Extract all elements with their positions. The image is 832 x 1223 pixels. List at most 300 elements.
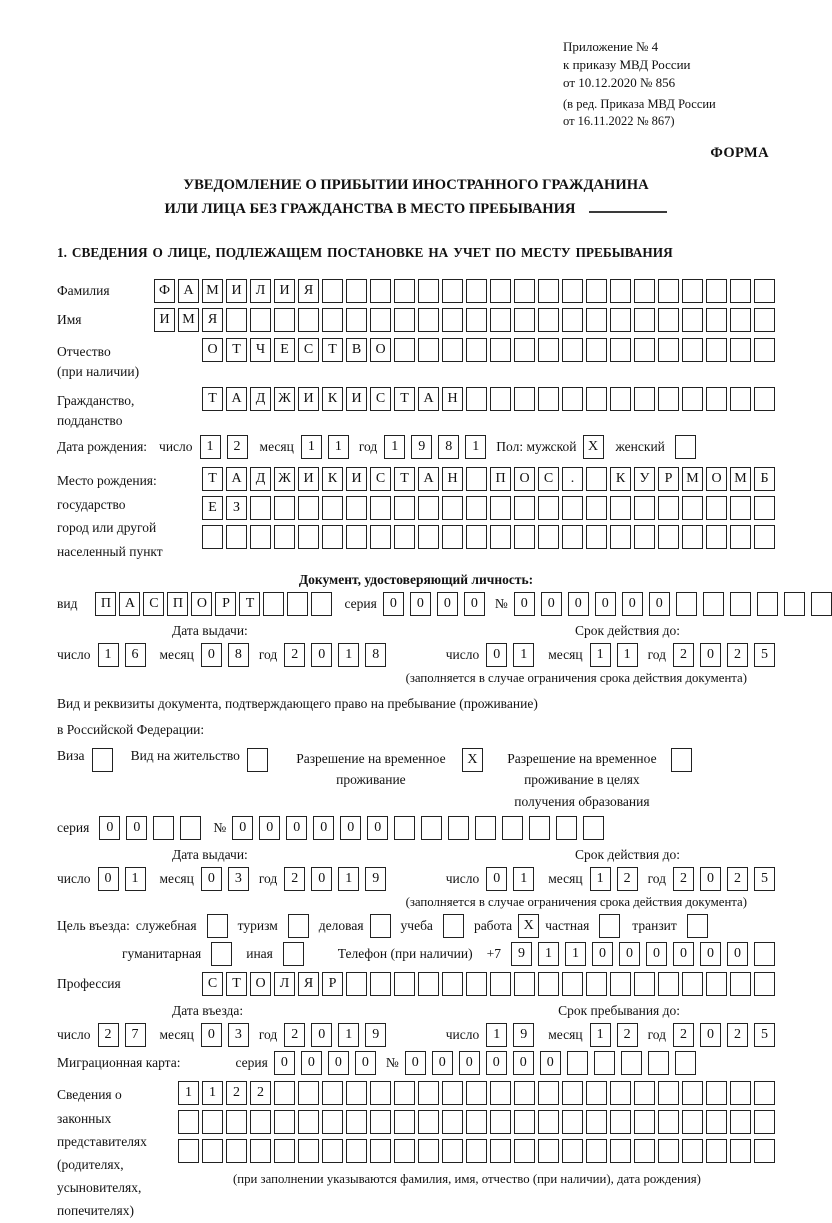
form-cell[interactable]: О (250, 972, 271, 996)
form-cell[interactable] (610, 387, 631, 411)
form-cell[interactable] (202, 525, 223, 549)
form-cell[interactable] (586, 338, 607, 362)
form-cell[interactable] (421, 816, 442, 840)
form-cell[interactable]: 9 (511, 942, 532, 966)
form-cell[interactable] (538, 972, 559, 996)
form-cell[interactable] (610, 279, 631, 303)
form-cell[interactable]: О (370, 338, 391, 362)
form-cell[interactable]: Т (202, 467, 223, 491)
form-cell[interactable] (730, 387, 751, 411)
form-cell[interactable] (283, 942, 304, 966)
form-cell[interactable]: 0 (126, 816, 147, 840)
form-cell[interactable] (610, 308, 631, 332)
form-cell[interactable] (610, 1139, 631, 1163)
form-cell[interactable] (287, 592, 308, 616)
form-cell[interactable] (370, 496, 391, 520)
form-cell[interactable] (514, 525, 535, 549)
form-cell[interactable] (562, 1110, 583, 1134)
form-cell[interactable] (370, 1139, 391, 1163)
form-cell[interactable]: 1 (617, 643, 638, 667)
form-cell[interactable] (730, 972, 751, 996)
form-cell[interactable]: 1 (590, 643, 611, 667)
form-cell[interactable] (370, 1081, 391, 1105)
form-cell[interactable] (442, 1081, 463, 1105)
form-cell[interactable]: М (730, 467, 751, 491)
form-cell[interactable] (658, 1110, 679, 1134)
form-cell[interactable]: 1 (338, 1023, 359, 1047)
form-cell[interactable] (298, 496, 319, 520)
form-cell[interactable]: 0 (568, 592, 589, 616)
form-cell[interactable] (706, 1081, 727, 1105)
form-cell[interactable]: 2 (284, 867, 305, 891)
form-cell[interactable]: Т (226, 338, 247, 362)
form-cell[interactable] (418, 279, 439, 303)
form-cell[interactable] (754, 496, 775, 520)
form-cell[interactable] (682, 496, 703, 520)
form-cell[interactable] (538, 308, 559, 332)
form-cell[interactable]: Я (202, 308, 223, 332)
form-cell[interactable] (586, 525, 607, 549)
form-cell[interactable]: Р (658, 467, 679, 491)
form-cell[interactable] (648, 1051, 669, 1075)
form-cell[interactable] (394, 1139, 415, 1163)
form-cell[interactable] (466, 972, 487, 996)
form-cell[interactable]: 2 (673, 867, 694, 891)
form-cell[interactable] (634, 279, 655, 303)
form-cell[interactable]: 0 (700, 643, 721, 667)
form-cell[interactable] (514, 496, 535, 520)
form-cell[interactable]: Л (274, 972, 295, 996)
form-cell[interactable] (418, 496, 439, 520)
form-cell[interactable]: Т (202, 387, 223, 411)
form-cell[interactable]: 0 (727, 942, 748, 966)
form-cell[interactable] (346, 525, 367, 549)
form-cell[interactable] (757, 592, 778, 616)
form-cell[interactable]: 0 (513, 1051, 534, 1075)
form-cell[interactable] (658, 1139, 679, 1163)
form-cell[interactable] (322, 496, 343, 520)
form-cell[interactable] (490, 1139, 511, 1163)
form-cell[interactable] (730, 592, 751, 616)
form-cell[interactable] (658, 496, 679, 520)
form-cell[interactable] (207, 914, 228, 938)
form-cell[interactable]: Д (250, 387, 271, 411)
form-cell[interactable] (466, 496, 487, 520)
form-cell[interactable] (754, 525, 775, 549)
form-cell[interactable] (706, 279, 727, 303)
form-cell[interactable]: И (154, 308, 175, 332)
form-cell[interactable] (706, 525, 727, 549)
form-cell[interactable]: 9 (513, 1023, 534, 1047)
form-cell[interactable] (538, 1081, 559, 1105)
form-cell[interactable] (682, 1110, 703, 1134)
form-cell[interactable] (226, 1110, 247, 1134)
form-cell[interactable] (730, 338, 751, 362)
form-cell[interactable]: 1 (338, 643, 359, 667)
form-cell[interactable] (250, 525, 271, 549)
form-cell[interactable] (706, 338, 727, 362)
form-cell[interactable] (394, 525, 415, 549)
form-cell[interactable] (274, 1081, 295, 1105)
form-cell[interactable] (514, 279, 535, 303)
form-cell[interactable]: Д (250, 467, 271, 491)
form-cell[interactable] (514, 387, 535, 411)
form-cell[interactable]: 0 (486, 643, 507, 667)
form-cell[interactable] (490, 308, 511, 332)
form-cell[interactable]: 0 (486, 867, 507, 891)
form-cell[interactable]: 0 (514, 592, 535, 616)
form-cell[interactable] (562, 338, 583, 362)
form-cell[interactable] (658, 308, 679, 332)
form-cell[interactable] (178, 1110, 199, 1134)
form-cell[interactable] (394, 308, 415, 332)
form-cell[interactable] (634, 1110, 655, 1134)
form-cell[interactable]: 0 (405, 1051, 426, 1075)
form-cell[interactable] (754, 1139, 775, 1163)
form-cell[interactable]: А (418, 467, 439, 491)
form-cell[interactable]: 0 (313, 816, 334, 840)
form-cell[interactable]: 0 (311, 643, 332, 667)
form-cell[interactable] (754, 942, 775, 966)
form-cell[interactable] (562, 525, 583, 549)
form-cell[interactable] (288, 914, 309, 938)
form-cell[interactable]: 9 (365, 867, 386, 891)
form-cell[interactable] (610, 972, 631, 996)
form-cell[interactable] (675, 435, 696, 459)
form-cell[interactable] (634, 972, 655, 996)
form-cell[interactable] (346, 1081, 367, 1105)
form-cell[interactable]: М (202, 279, 223, 303)
form-cell[interactable] (514, 308, 535, 332)
form-cell[interactable]: К (322, 467, 343, 491)
form-cell[interactable]: Ф (154, 279, 175, 303)
form-cell[interactable]: 2 (98, 1023, 119, 1047)
form-cell[interactable]: С (298, 338, 319, 362)
form-cell[interactable]: 8 (365, 643, 386, 667)
form-cell[interactable] (311, 592, 332, 616)
form-cell[interactable]: 2 (617, 867, 638, 891)
form-cell[interactable] (634, 1081, 655, 1105)
form-cell[interactable] (514, 1139, 535, 1163)
form-cell[interactable] (346, 308, 367, 332)
form-cell[interactable] (226, 308, 247, 332)
form-cell[interactable]: Н (442, 467, 463, 491)
form-cell[interactable] (706, 1139, 727, 1163)
form-cell[interactable] (634, 525, 655, 549)
form-cell[interactable] (583, 816, 604, 840)
form-cell[interactable]: Т (226, 972, 247, 996)
form-cell[interactable]: Я (298, 972, 319, 996)
form-cell[interactable] (346, 972, 367, 996)
form-cell[interactable]: 0 (340, 816, 361, 840)
form-cell[interactable] (610, 1110, 631, 1134)
form-cell[interactable]: 2 (727, 1023, 748, 1047)
form-cell[interactable]: . (562, 467, 583, 491)
form-cell[interactable] (346, 1139, 367, 1163)
form-cell[interactable] (811, 592, 832, 616)
form-cell[interactable]: 1 (538, 942, 559, 966)
form-cell[interactable]: Л (250, 279, 271, 303)
form-cell[interactable] (442, 1139, 463, 1163)
form-cell[interactable] (298, 1110, 319, 1134)
form-cell[interactable] (634, 308, 655, 332)
form-cell[interactable] (671, 748, 692, 772)
form-cell[interactable]: X (583, 435, 604, 459)
form-cell[interactable]: 6 (125, 643, 146, 667)
form-cell[interactable] (443, 914, 464, 938)
form-cell[interactable]: 1 (513, 643, 534, 667)
form-cell[interactable]: 0 (328, 1051, 349, 1075)
form-cell[interactable]: 1 (178, 1081, 199, 1105)
form-cell[interactable]: 9 (411, 435, 432, 459)
form-cell[interactable] (502, 816, 523, 840)
form-cell[interactable] (490, 387, 511, 411)
form-cell[interactable]: О (202, 338, 223, 362)
form-cell[interactable] (394, 496, 415, 520)
form-cell[interactable]: 7 (125, 1023, 146, 1047)
form-cell[interactable]: 1 (486, 1023, 507, 1047)
form-cell[interactable] (226, 525, 247, 549)
form-cell[interactable]: А (418, 387, 439, 411)
form-cell[interactable] (153, 816, 174, 840)
form-cell[interactable]: 0 (646, 942, 667, 966)
form-cell[interactable] (610, 1081, 631, 1105)
form-cell[interactable] (475, 816, 496, 840)
form-cell[interactable]: У (634, 467, 655, 491)
form-cell[interactable] (562, 972, 583, 996)
form-cell[interactable]: Ч (250, 338, 271, 362)
form-cell[interactable] (754, 1081, 775, 1105)
form-cell[interactable]: П (490, 467, 511, 491)
form-cell[interactable] (442, 1110, 463, 1134)
form-cell[interactable]: 0 (301, 1051, 322, 1075)
form-cell[interactable]: З (226, 496, 247, 520)
form-cell[interactable]: 0 (259, 816, 280, 840)
form-cell[interactable] (394, 279, 415, 303)
form-cell[interactable] (250, 1110, 271, 1134)
form-cell[interactable] (730, 496, 751, 520)
form-cell[interactable] (730, 1081, 751, 1105)
form-cell[interactable] (586, 387, 607, 411)
form-cell[interactable]: 1 (384, 435, 405, 459)
form-cell[interactable]: X (518, 914, 539, 938)
form-cell[interactable] (466, 1110, 487, 1134)
form-cell[interactable] (567, 1051, 588, 1075)
form-cell[interactable] (706, 387, 727, 411)
form-cell[interactable] (703, 592, 724, 616)
form-cell[interactable] (658, 279, 679, 303)
form-cell[interactable] (682, 338, 703, 362)
form-cell[interactable]: 2 (673, 1023, 694, 1047)
form-cell[interactable] (418, 972, 439, 996)
form-cell[interactable]: 0 (274, 1051, 295, 1075)
form-cell[interactable]: И (298, 387, 319, 411)
form-cell[interactable] (490, 525, 511, 549)
form-cell[interactable] (490, 279, 511, 303)
form-cell[interactable] (322, 525, 343, 549)
form-cell[interactable]: 0 (232, 816, 253, 840)
form-cell[interactable] (202, 1110, 223, 1134)
form-cell[interactable] (466, 1139, 487, 1163)
form-cell[interactable]: А (119, 592, 140, 616)
form-cell[interactable]: 1 (338, 867, 359, 891)
form-cell[interactable]: 0 (367, 816, 388, 840)
form-cell[interactable] (274, 308, 295, 332)
form-cell[interactable] (634, 338, 655, 362)
form-cell[interactable] (538, 496, 559, 520)
form-cell[interactable] (586, 467, 607, 491)
form-cell[interactable] (610, 525, 631, 549)
form-cell[interactable]: 0 (486, 1051, 507, 1075)
form-cell[interactable] (586, 1081, 607, 1105)
form-cell[interactable]: 1 (202, 1081, 223, 1105)
form-cell[interactable]: О (706, 467, 727, 491)
form-cell[interactable]: О (191, 592, 212, 616)
form-cell[interactable] (322, 308, 343, 332)
form-cell[interactable] (687, 914, 708, 938)
form-cell[interactable]: И (226, 279, 247, 303)
form-cell[interactable]: А (226, 467, 247, 491)
form-cell[interactable] (538, 1110, 559, 1134)
form-cell[interactable] (556, 816, 577, 840)
form-cell[interactable] (394, 1081, 415, 1105)
form-cell[interactable] (538, 387, 559, 411)
form-cell[interactable] (202, 1139, 223, 1163)
form-cell[interactable] (514, 1081, 535, 1105)
form-cell[interactable] (466, 525, 487, 549)
form-cell[interactable] (538, 279, 559, 303)
form-cell[interactable] (466, 387, 487, 411)
form-cell[interactable] (442, 338, 463, 362)
form-cell[interactable] (682, 972, 703, 996)
form-cell[interactable]: 0 (673, 942, 694, 966)
form-cell[interactable]: 0 (311, 867, 332, 891)
form-cell[interactable] (490, 496, 511, 520)
form-cell[interactable]: 3 (228, 1023, 249, 1047)
form-cell[interactable] (634, 387, 655, 411)
form-cell[interactable]: 2 (227, 435, 248, 459)
form-cell[interactable] (394, 338, 415, 362)
form-cell[interactable]: 0 (383, 592, 404, 616)
form-cell[interactable]: 0 (649, 592, 670, 616)
form-cell[interactable]: 0 (619, 942, 640, 966)
form-cell[interactable]: 5 (754, 1023, 775, 1047)
form-cell[interactable]: С (202, 972, 223, 996)
form-cell[interactable] (634, 496, 655, 520)
form-cell[interactable]: А (226, 387, 247, 411)
form-cell[interactable]: 0 (700, 942, 721, 966)
form-cell[interactable] (370, 972, 391, 996)
form-cell[interactable] (594, 1051, 615, 1075)
form-cell[interactable]: Е (202, 496, 223, 520)
form-cell[interactable] (322, 1139, 343, 1163)
form-cell[interactable]: 0 (592, 942, 613, 966)
form-cell[interactable] (418, 525, 439, 549)
form-cell[interactable]: 0 (595, 592, 616, 616)
form-cell[interactable] (586, 496, 607, 520)
form-cell[interactable] (730, 308, 751, 332)
form-cell[interactable] (754, 1110, 775, 1134)
form-cell[interactable]: 0 (355, 1051, 376, 1075)
form-cell[interactable] (682, 279, 703, 303)
form-cell[interactable]: 0 (432, 1051, 453, 1075)
form-cell[interactable] (562, 1081, 583, 1105)
form-cell[interactable] (658, 1081, 679, 1105)
form-cell[interactable] (676, 592, 697, 616)
form-cell[interactable]: 1 (590, 1023, 611, 1047)
form-cell[interactable] (211, 942, 232, 966)
form-cell[interactable]: С (143, 592, 164, 616)
form-cell[interactable]: 0 (201, 1023, 222, 1047)
form-cell[interactable] (730, 279, 751, 303)
form-cell[interactable]: 0 (201, 643, 222, 667)
form-cell[interactable] (682, 1139, 703, 1163)
form-cell[interactable]: Б (754, 467, 775, 491)
form-cell[interactable] (346, 279, 367, 303)
form-cell[interactable] (466, 338, 487, 362)
form-cell[interactable]: С (370, 467, 391, 491)
form-cell[interactable]: О (514, 467, 535, 491)
form-cell[interactable] (418, 1081, 439, 1105)
form-cell[interactable] (730, 1139, 751, 1163)
form-cell[interactable] (562, 279, 583, 303)
form-cell[interactable] (706, 496, 727, 520)
form-cell[interactable] (610, 338, 631, 362)
form-cell[interactable] (370, 525, 391, 549)
form-cell[interactable] (250, 308, 271, 332)
form-cell[interactable]: 1 (98, 643, 119, 667)
form-cell[interactable] (394, 972, 415, 996)
form-cell[interactable]: Т (394, 387, 415, 411)
form-cell[interactable] (226, 1139, 247, 1163)
form-cell[interactable] (274, 496, 295, 520)
form-cell[interactable] (322, 1081, 343, 1105)
form-cell[interactable]: 8 (228, 643, 249, 667)
form-cell[interactable]: Т (239, 592, 260, 616)
form-cell[interactable]: 2 (727, 643, 748, 667)
form-cell[interactable]: 2 (673, 643, 694, 667)
form-cell[interactable] (730, 525, 751, 549)
form-cell[interactable] (274, 1110, 295, 1134)
form-cell[interactable] (490, 1110, 511, 1134)
form-cell[interactable] (754, 338, 775, 362)
form-cell[interactable] (754, 387, 775, 411)
form-cell[interactable]: Р (322, 972, 343, 996)
form-cell[interactable] (562, 308, 583, 332)
form-cell[interactable] (529, 816, 550, 840)
form-cell[interactable] (586, 308, 607, 332)
form-cell[interactable]: 0 (437, 592, 458, 616)
form-cell[interactable]: А (178, 279, 199, 303)
form-cell[interactable]: 2 (250, 1081, 271, 1105)
form-cell[interactable] (442, 279, 463, 303)
form-cell[interactable] (490, 338, 511, 362)
form-cell[interactable]: 1 (301, 435, 322, 459)
form-cell[interactable] (706, 972, 727, 996)
form-cell[interactable] (730, 1110, 751, 1134)
form-cell[interactable]: 1 (125, 867, 146, 891)
form-cell[interactable] (346, 496, 367, 520)
form-cell[interactable] (706, 308, 727, 332)
form-cell[interactable] (346, 1110, 367, 1134)
form-cell[interactable] (634, 1139, 655, 1163)
form-cell[interactable]: М (682, 467, 703, 491)
form-cell[interactable] (448, 816, 469, 840)
form-cell[interactable] (538, 1139, 559, 1163)
form-cell[interactable] (682, 1081, 703, 1105)
form-cell[interactable] (298, 1081, 319, 1105)
form-cell[interactable]: И (298, 467, 319, 491)
